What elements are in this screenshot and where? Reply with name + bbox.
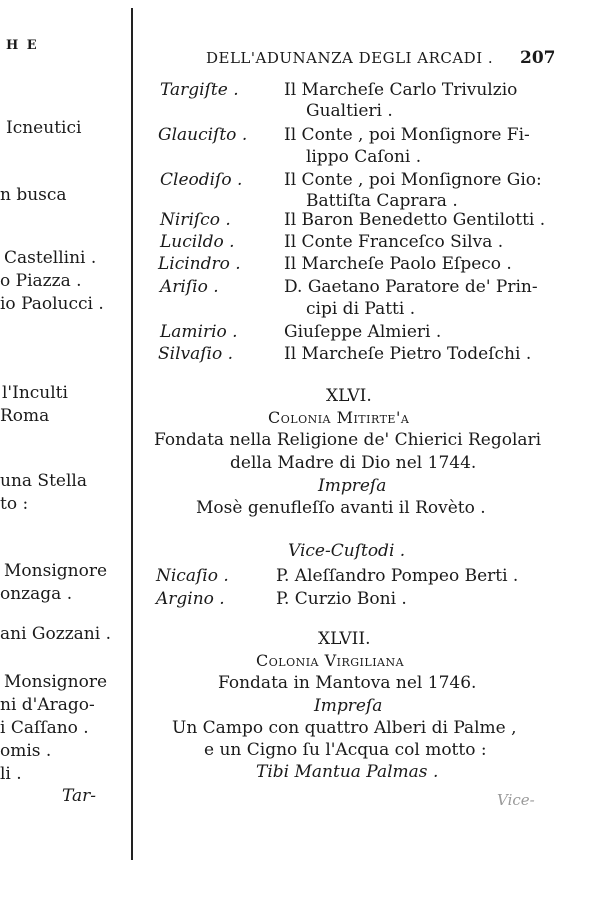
member-desc: Battiſta Caprara .: [306, 191, 458, 211]
founding-line: Fondata nella Religione de' Chierici Regolari: [154, 430, 542, 450]
member-desc: Il Marcheſe Paolo Eſpeco .: [284, 254, 512, 274]
left-line: li .: [0, 764, 22, 784]
member-desc: Il Conte Franceſco Silva .: [284, 232, 504, 252]
left-line: Monsignore: [4, 561, 108, 581]
founding-line: della Madre di Dio nel 1744.: [230, 453, 477, 473]
impresa-text: e un Cigno ſu l'Acqua col motto :: [204, 740, 487, 760]
impresa-text: Un Campo con quattro Alberi di Palme ,: [172, 718, 517, 738]
left-line: i Caſſano .: [0, 718, 89, 738]
member-desc: Il Conte , poi Monſignore Gio:: [284, 170, 542, 190]
impresa-label: Impreſa: [314, 696, 383, 716]
member-desc: Giuſeppe Almieri .: [284, 322, 442, 342]
catchword: Vice-: [497, 791, 535, 809]
member-name: Targiſte .: [160, 80, 239, 100]
left-line: to :: [0, 494, 29, 514]
member-name: Niriſco .: [160, 210, 231, 230]
left-page-header: H E: [6, 38, 39, 53]
member-name: Cleodiſo .: [160, 170, 243, 190]
vice-desc: P. Aleſſandro Pompeo Berti .: [276, 566, 519, 586]
member-desc: Il Marcheſe Carlo Trivulzio: [284, 80, 518, 100]
member-desc: D. Gaetano Paratore de' Prin-: [284, 277, 538, 297]
left-catchword: Tar-: [62, 786, 97, 806]
left-line: o Piazza .: [0, 271, 82, 291]
section-numeral: XLVII.: [318, 629, 371, 649]
left-line: Monsignore: [4, 672, 108, 692]
founding-line: Fondata in Mantova nel 1746.: [218, 673, 477, 693]
vice-name: Argino .: [156, 589, 225, 609]
left-line: l'Inculti: [2, 383, 68, 403]
vice-custodi-label: Vice-Cuſtodi .: [288, 541, 406, 561]
section-numeral: XLVI.: [326, 386, 372, 406]
member-desc: Il Conte , poi Monſignore Fi-: [284, 125, 530, 145]
member-name: Licindro .: [158, 254, 241, 274]
left-line: ni d'Arago-: [0, 695, 95, 715]
left-line: una Stella: [0, 471, 87, 491]
colony-title: Colonia Mitirte'a: [268, 408, 410, 427]
member-name: Ariſio .: [160, 277, 219, 297]
left-line: ani Gozzani .: [0, 624, 111, 644]
impresa-label: Impreſa: [318, 476, 387, 496]
left-line: omis .: [0, 741, 52, 761]
member-desc: Il Marcheſe Pietro Todeſchi .: [284, 344, 532, 364]
member-desc: Il Baron Benedetto Gentilotti .: [284, 210, 546, 230]
member-desc: cipi di Patti .: [306, 299, 416, 319]
left-line: Icneutici: [6, 118, 82, 138]
member-desc: lippo Caſoni .: [306, 147, 422, 167]
left-line: io Paolucci .: [0, 294, 104, 314]
gutter-rule: [131, 8, 133, 860]
left-line: Castellini .: [4, 248, 97, 268]
colony-title: Colonia Virgiliana: [256, 651, 405, 670]
vice-desc: P. Curzio Boni .: [276, 589, 407, 609]
member-name: Lucildo .: [160, 232, 235, 252]
left-line: onzaga .: [0, 584, 73, 604]
left-line: n busca: [0, 185, 67, 205]
vice-name: Nicaſio .: [156, 566, 229, 586]
member-name: Lamirio .: [160, 322, 238, 342]
member-name: Silvaſio .: [158, 344, 234, 364]
motto: Tibi Mantua Palmas .: [256, 762, 439, 782]
running-header: DELL'ADUNANZA DEGLI ARCADI .: [206, 49, 494, 67]
member-desc: Gualtieri .: [306, 101, 393, 121]
member-name: Glauciſto .: [158, 125, 248, 145]
left-line: Roma: [0, 406, 50, 426]
page-number: 207: [520, 48, 556, 68]
impresa-text: Mosè genufleſſo avanti il Rovèto .: [196, 498, 486, 518]
